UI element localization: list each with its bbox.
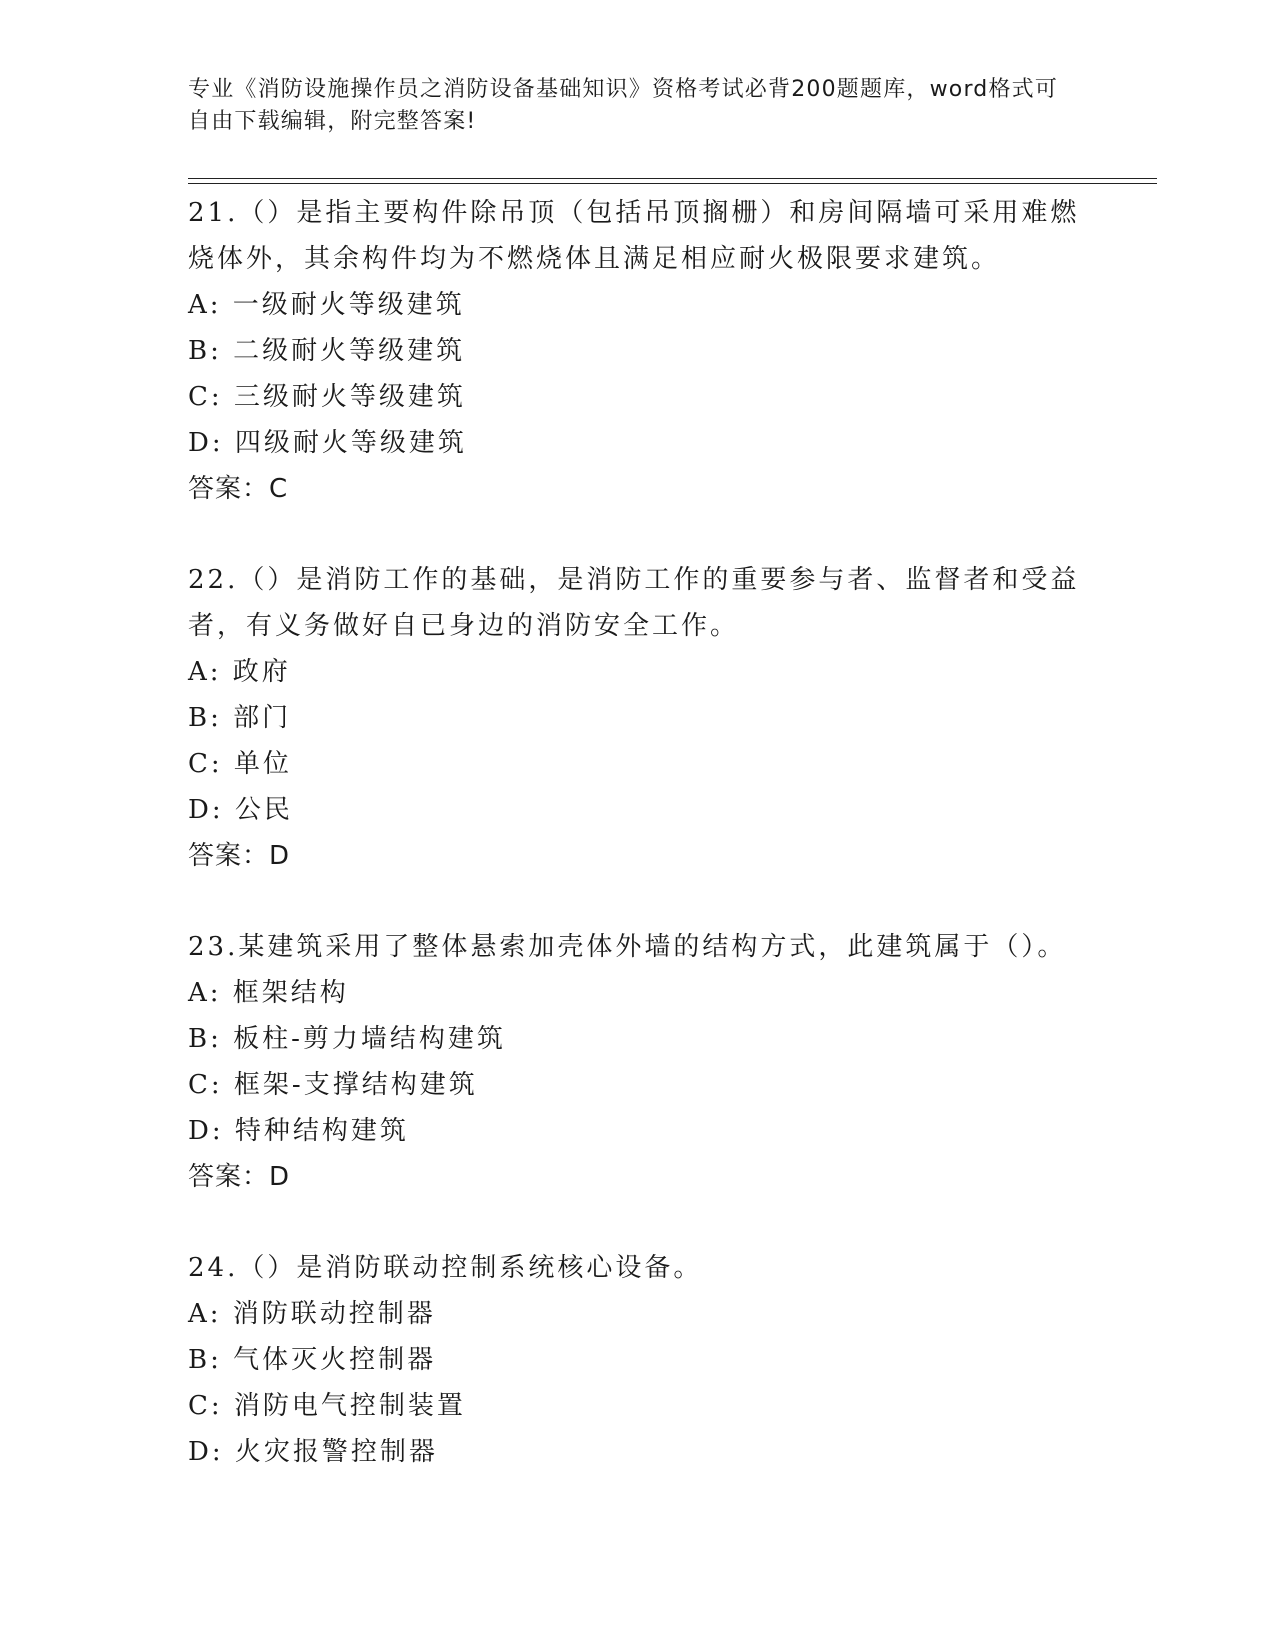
option-c: C: 单位 xyxy=(188,749,292,779)
question-21 xyxy=(188,190,1088,512)
option-a: A: 政府 xyxy=(188,657,291,687)
option-b: B: 气体灭火控制器 xyxy=(188,1345,437,1375)
question-23 xyxy=(188,924,1088,1200)
header-divider-bottom xyxy=(188,183,1157,184)
answer: 答案：D xyxy=(188,1162,291,1192)
option-b: B: 部门 xyxy=(188,703,292,733)
option-d: D: 火灾报警控制器 xyxy=(188,1437,438,1467)
option-c: C: 框架-支撑结构建筑 xyxy=(188,1070,478,1100)
option-a: A: 消防联动控制器 xyxy=(188,1299,436,1329)
answer: 答案：C xyxy=(188,474,289,504)
answer: 答案：D xyxy=(188,841,291,871)
question-24 xyxy=(188,1245,1088,1475)
option-d: D: 四级耐火等级建筑 xyxy=(188,428,467,458)
option-b: B: 二级耐火等级建筑 xyxy=(188,336,466,366)
option-a: A: 一级耐火等级建筑 xyxy=(188,290,465,320)
question-text: 24.（）是消防联动控制系统核心设备。 xyxy=(188,1253,703,1283)
question-list xyxy=(188,190,1088,1520)
option-b: B: 板柱-剪力墙结构建筑 xyxy=(188,1024,506,1054)
option-c: C: 消防电气控制装置 xyxy=(188,1391,466,1421)
header-divider-top xyxy=(188,178,1157,179)
question-text: 22.（）是消防工作的基础，是消防工作的重要参与者、监督者和受益者，有义务做好自已身边的消防安全工作。 xyxy=(188,565,1080,641)
option-c: C: 三级耐火等级建筑 xyxy=(188,382,466,412)
option-d: D: 特种结构建筑 xyxy=(188,1116,409,1146)
question-text: 21.（）是指主要构件除吊顶（包括吊顶搁栅）和房间隔墙可采用难燃烧体外，其余构件均为不燃烧体且满足相应耐火极限要求建筑。 xyxy=(188,198,1080,274)
option-a: A: 框架结构 xyxy=(188,978,349,1008)
option-d: D: 公民 xyxy=(188,795,293,825)
question-22 xyxy=(188,557,1088,879)
document-intro: 专业《消防设施操作员之消防设备基础知识》资格考试必背200题题库，word格式可自由下载编辑，附完整答案! xyxy=(188,77,1059,134)
question-text: 23.某建筑采用了整体悬索加壳体外墙的结构方式，此建筑属于（）。 xyxy=(188,932,1067,962)
